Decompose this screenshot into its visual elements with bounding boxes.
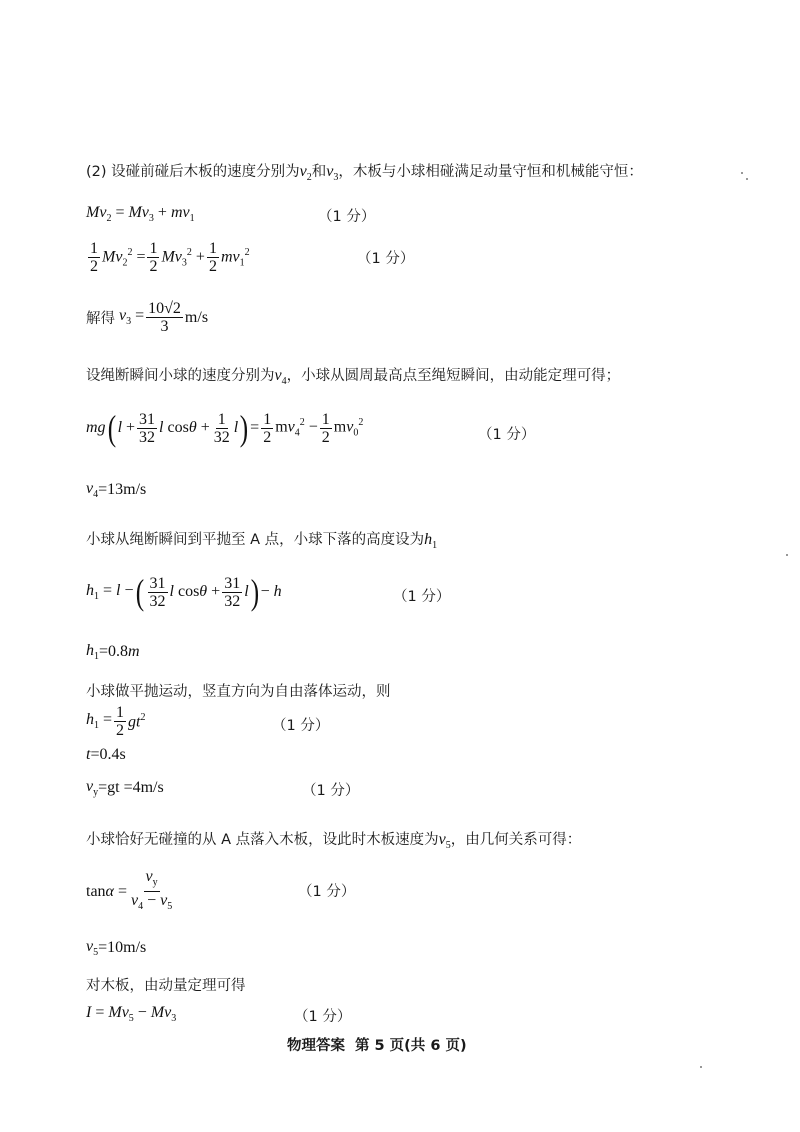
rope-break-tail: ，小球从圆周最高点至绳短瞬间，由动能定理可得； — [286, 368, 621, 384]
equation-work-energy: mg ( l + $\frac{31}{32}$ l cosθ + $\frac{1}{32}$ l ) = $\frac{1}{2}$ $mv_4^2$ − $\frac{1}{2}$ $mv_0^2$ — [86, 408, 364, 448]
result-vy: $v_y$ =gt =4m/s — [86, 778, 164, 799]
v5-value: =10m/s — [98, 939, 147, 957]
result-t: t =0.4s — [86, 746, 126, 763]
result-v4: $v_4$ =13m/s — [86, 480, 147, 501]
no-collision-tail: ，由几何关系可得： — [450, 832, 582, 848]
rope-break-line: 设绳断瞬间小球的速度分别为$v_4$，小球从圆周最高点至绳短瞬间，由动能定理可得； — [86, 367, 621, 388]
intro-tail: ，木板与小球相碰满足动量守恒和机械能守恒： — [338, 164, 643, 180]
h1-value: =0.8 — [99, 643, 129, 661]
intro-and: 和 — [311, 164, 327, 180]
fall-intro-text: 小球从绳断瞬间到平抛至 A 点，小球下落的高度设为 — [86, 532, 425, 548]
v3-unit: m/s — [184, 308, 209, 326]
vy-value: =gt =4m/s — [98, 779, 164, 797]
footer-page-number: 第 5 页(共 6 页) — [355, 1038, 467, 1054]
equation-energy-conservation: $\frac{1}{2}$ $Mv_2^2$ = $\frac{1}{2}$ $Mv_3^2$ + $\frac{1}{2}$ $mv_1^2$ — [90, 240, 250, 275]
score-6: （1 分） — [302, 783, 360, 799]
score-2: （1 分） — [357, 251, 415, 267]
equation-impulse: $I = Mv_5 - Mv_3$ — [86, 1004, 177, 1025]
footer-subject: 物理答案 — [287, 1038, 345, 1054]
projectile-line: 小球做平抛运动，竖直方向为自由落体运动，则 — [86, 684, 391, 700]
scan-speck — [700, 1066, 702, 1068]
score-1: （1 分） — [318, 209, 376, 225]
score-4: （1 分） — [393, 589, 451, 605]
intro-text: (2) 设碰前碰后木板的速度分别为 — [86, 164, 300, 180]
equation-h1: $h_1 = l$ − ( $\frac{31}{32}$ l cosθ + $\frac{31}{32}$ l ) − h — [86, 572, 282, 612]
equation-momentum-conservation: $Mv_2 = Mv_3 + mv_1$ — [86, 204, 195, 225]
scan-speck — [746, 178, 748, 180]
t-value: =0.4s — [90, 746, 126, 763]
solve-prefix: 解得 — [86, 311, 115, 327]
momentum-theorem-line: 对木板，由动量定理可得 — [86, 978, 246, 994]
rope-break-text: 设绳断瞬间小球的速度分别为 — [86, 368, 275, 384]
solve-v3: 解得 $v_3$ = $\frac{10√2}{3}$ m/s — [86, 300, 209, 335]
result-h1: $h_1$ =0.8 m — [86, 642, 140, 663]
equation-free-fall: $h_1$ = $\frac{1}{2}$ $gt^2$ — [86, 704, 146, 739]
no-collision-line: 小球恰好无碰撞的从 A 点落入木板，设此时木板速度为$v_5$，由几何关系可得： — [86, 831, 582, 852]
intro-line: (2) 设碰前碰后木板的速度分别为$v_2$和$v_3$，木板与小球相碰满足动量守恒和机械能守恒： — [86, 163, 643, 184]
v3-denominator: 3 — [160, 318, 169, 335]
scan-speck — [786, 554, 788, 556]
score-3: （1 分） — [478, 427, 536, 443]
page-footer — [287, 1034, 477, 1055]
score-8: （1 分） — [294, 1009, 352, 1025]
scan-speck — [741, 172, 743, 174]
no-collision-text: 小球恰好无碰撞的从 A 点落入木板，设此时木板速度为 — [86, 832, 439, 848]
v4-value: =13m/s — [98, 481, 147, 499]
equation-tan-alpha: tanα = $\frac{v_y}{v_4 - v_5}$ — [86, 868, 173, 913]
h1-unit: m — [128, 643, 140, 661]
score-7: （1 分） — [298, 884, 356, 900]
v3-numerator: 10√2 — [148, 300, 181, 317]
fall-intro-line: 小球从绳断瞬间到平抛至 A 点，小球下落的高度设为$h_1$ — [86, 531, 438, 552]
result-v5: $v_5$ =10m/s — [86, 938, 147, 959]
score-5: （1 分） — [272, 718, 330, 734]
